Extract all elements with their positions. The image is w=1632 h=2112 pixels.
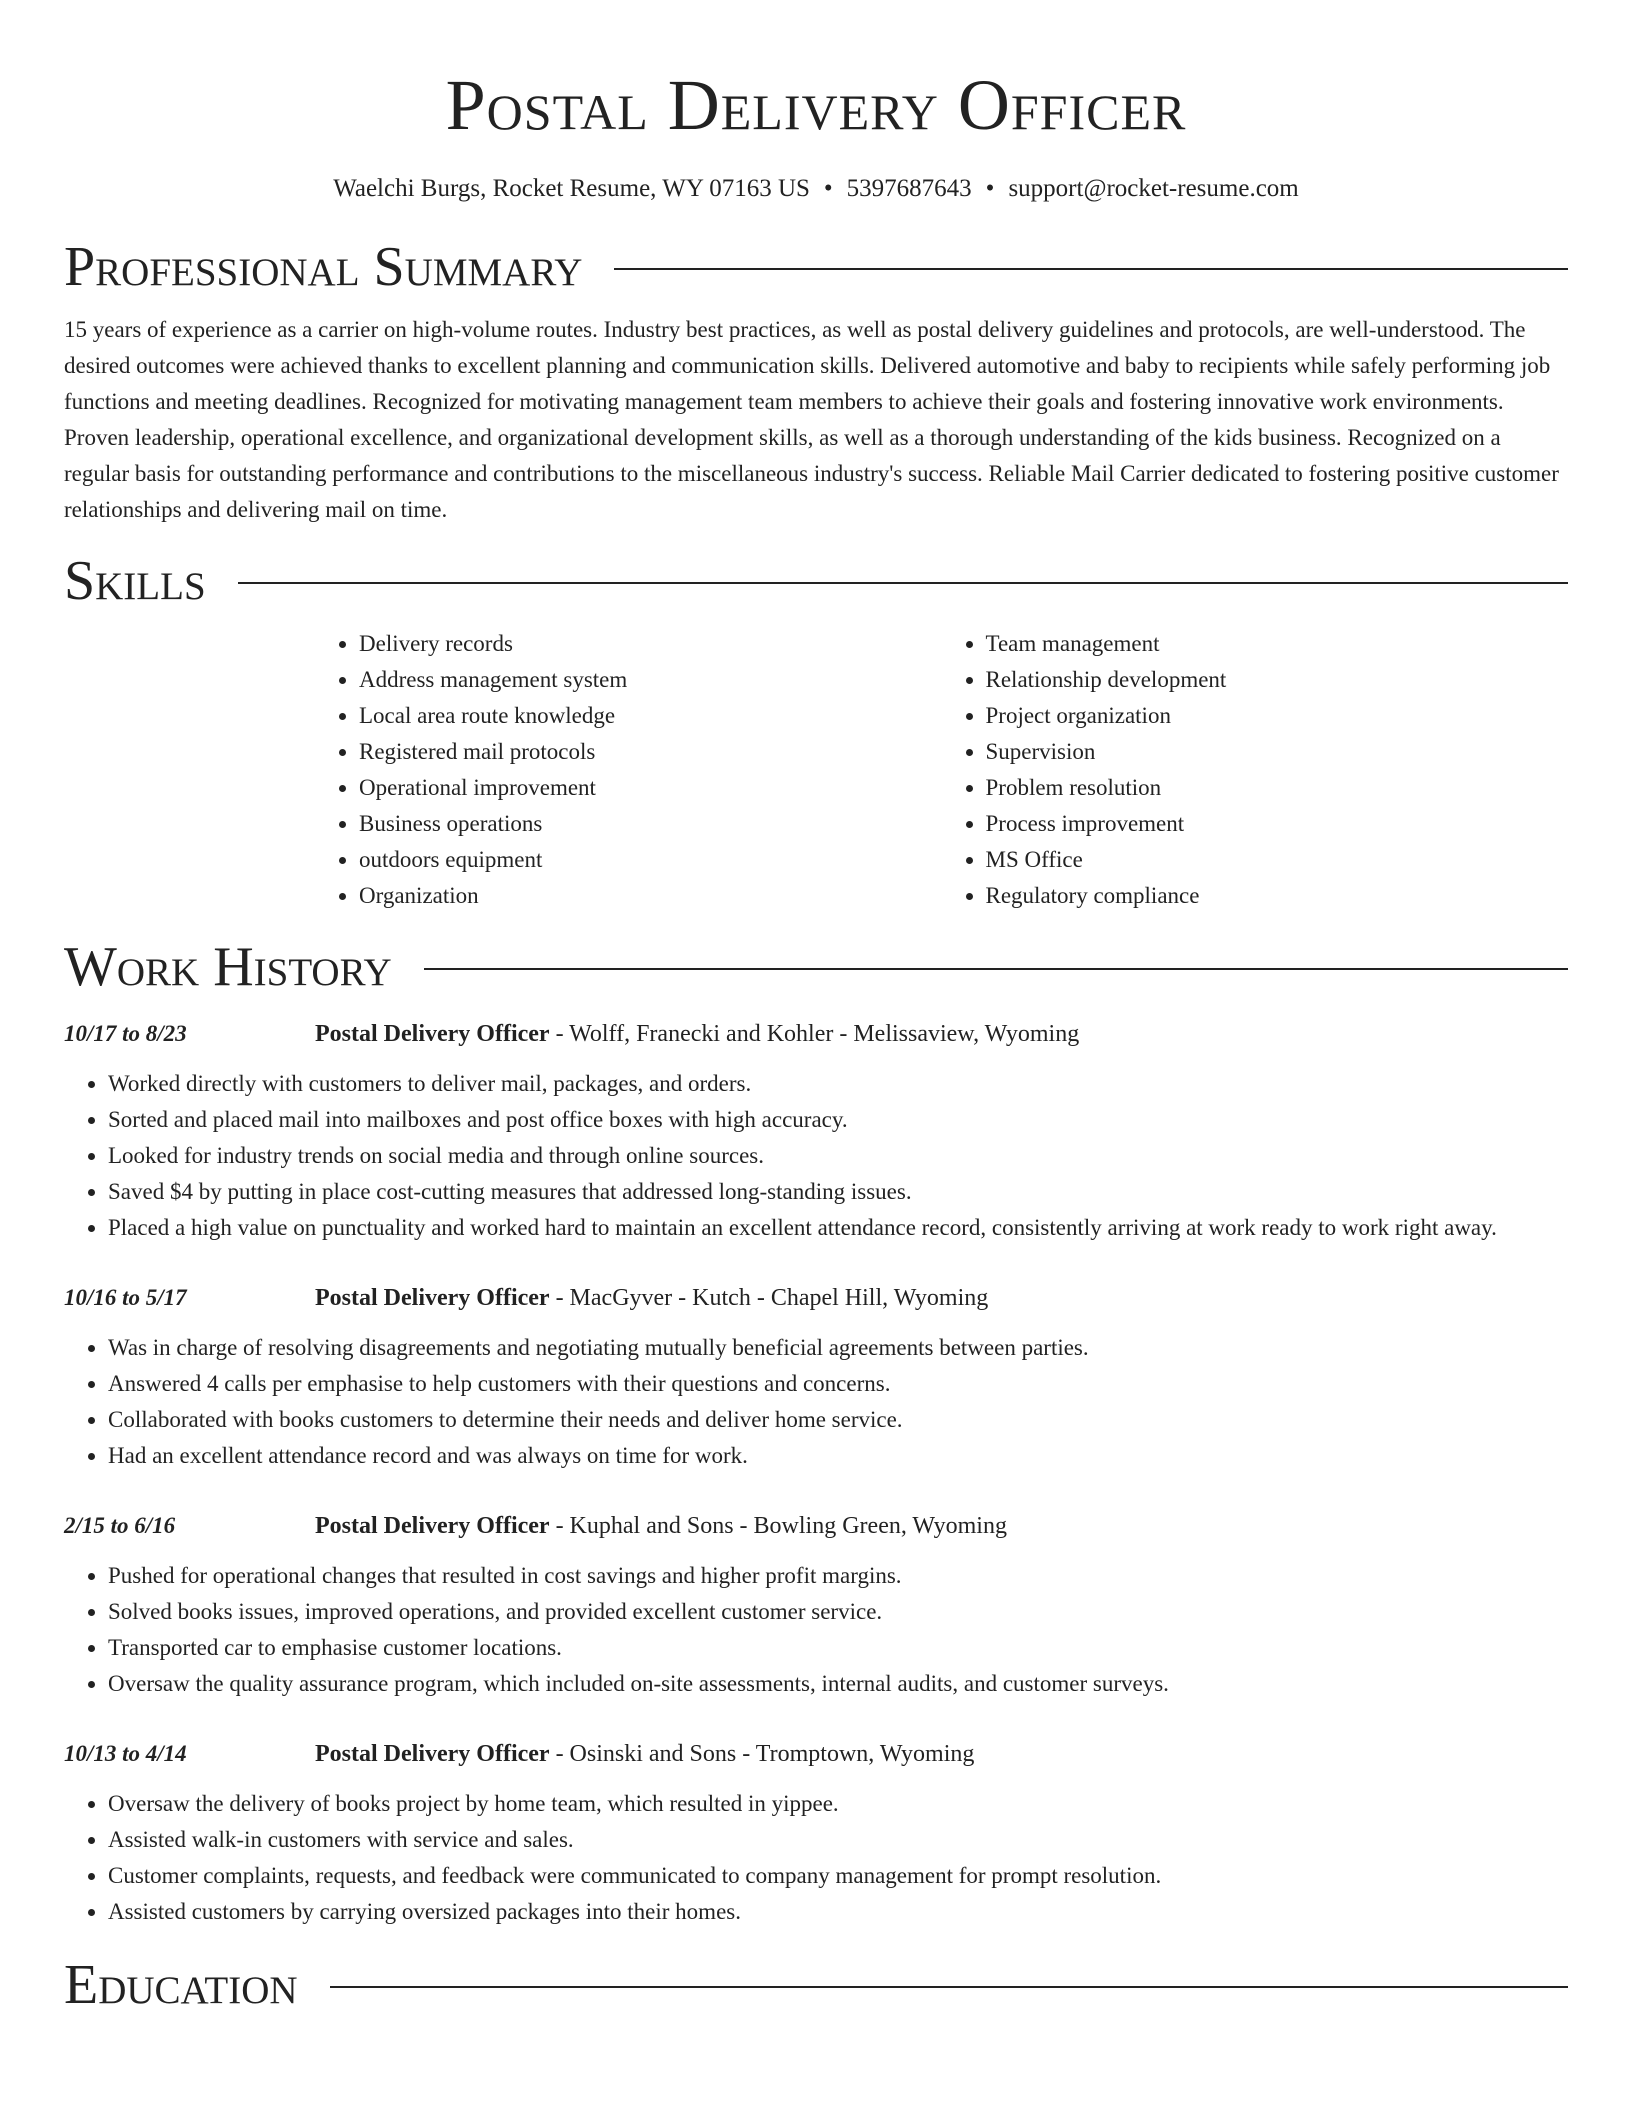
job-bullets: [64, 1066, 1568, 1246]
job-title: Postal Delivery Officer: [315, 1741, 550, 1767]
job-employer: - MacGyver - Kutch - Chapel Hill, Wyoming: [549, 1285, 989, 1311]
summary-heading: Professional Summary: [64, 236, 583, 298]
skill-item: • Problem resolution: [986, 770, 1569, 806]
contact-separator: •: [823, 175, 833, 202]
job-dates: 10/17 to 8/23: [64, 1021, 187, 1046]
skill-item: • Local area route knowledge: [359, 698, 942, 734]
job-entry: [64, 1508, 1568, 1702]
job-bullet: • Transported car to emphasise customer locations.: [108, 1630, 1568, 1666]
job-bullet: • Pushed for operational changes that resulted in cost savings and higher profit margins.: [108, 1558, 1568, 1594]
job-entry: [64, 1280, 1568, 1474]
job-bullets: [64, 1786, 1568, 1930]
job-title-line: [315, 1508, 1007, 1544]
skill-item: • MS Office: [986, 842, 1569, 878]
job-bullet: • Collaborated with books customers to determine their needs and deliver home service.: [108, 1402, 1568, 1438]
skill-item: • Operational improvement: [359, 770, 942, 806]
job-bullet: • Assisted customers by carrying oversized packages into their homes.: [108, 1894, 1568, 1930]
job-employer: - Kuphal and Sons - Bowling Green, Wyoming: [549, 1513, 1007, 1539]
job-title: Postal Delivery Officer: [315, 1021, 550, 1047]
contact-email: support@rocket-resume.com: [1008, 175, 1299, 202]
job-entry: [64, 1736, 1568, 1930]
job-employer: - Osinski and Sons - Tromptown, Wyoming: [549, 1741, 975, 1767]
skills-list: [315, 626, 1568, 914]
job-dates: 2/15 to 6/16: [64, 1513, 176, 1538]
skill-item: • Delivery records: [359, 626, 942, 662]
skill-item: • outdoors equipment: [359, 842, 942, 878]
contact-line: [64, 172, 1568, 206]
education-heading: Education: [64, 1954, 298, 2016]
work-heading: Work History: [64, 936, 392, 998]
job-bullet: • Assisted walk-in customers with service and sales.: [108, 1822, 1568, 1858]
job-bullet: • Looked for industry trends on social media and through online sources.: [108, 1138, 1568, 1174]
job-employer: - Wolff, Franecki and Kohler - Melissaview, Wyoming: [549, 1021, 1080, 1047]
skill-item: • Regulatory compliance: [986, 878, 1569, 914]
job-bullet: • Was in charge of resolving disagreements and negotiating mutually beneficial agreements between parties.: [108, 1330, 1568, 1366]
resume-title: Postal Delivery Officer: [445, 65, 1187, 145]
skills-heading: Skills: [64, 550, 206, 612]
work-section-heading: [64, 934, 1568, 1000]
summary-section-heading: [64, 234, 1568, 300]
job-title-line: [315, 1280, 988, 1316]
job-bullet: • Oversaw the quality assurance program, which included on-site assessments, internal audits, and customer surveys.: [108, 1666, 1568, 1702]
skill-item: • Business operations: [359, 806, 942, 842]
education-section-heading: [64, 1952, 1568, 2018]
section-divider: [238, 582, 1568, 584]
job-bullet: • Placed a high value on punctuality and worked hard to maintain an excellent attendance record, consistently arriving at work ready to work right away.: [108, 1210, 1568, 1246]
section-divider: [614, 268, 1568, 270]
job-dates: 10/13 to 4/14: [64, 1741, 187, 1766]
job-bullets: [64, 1558, 1568, 1702]
job-entry: [64, 1016, 1568, 1246]
section-divider: [424, 968, 1568, 970]
skill-item: • Address management system: [359, 662, 942, 698]
job-bullet: • Saved $4 by putting in place cost-cutting measures that addressed long-standing issues.: [108, 1174, 1568, 1210]
contact-address: Waelchi Burgs, Rocket Resume, WY 07163 US: [333, 175, 810, 202]
contact-separator: •: [985, 175, 995, 202]
job-title-line: [315, 1736, 974, 1772]
skill-item: • Project organization: [986, 698, 1569, 734]
job-bullet: • Worked directly with customers to deliver mail, packages, and orders.: [108, 1066, 1568, 1102]
skills-column-left: [315, 626, 942, 914]
job-bullet: • Customer complaints, requests, and feedback were communicated to company management for prompt resolution.: [108, 1858, 1568, 1894]
job-bullet: • Sorted and placed mail into mailboxes and post office boxes with high accuracy.: [108, 1102, 1568, 1138]
job-bullets: [64, 1330, 1568, 1474]
contact-phone: 5397687643: [846, 175, 972, 202]
summary-text: 15 years of experience as a carrier on high-volume routes. Industry best practices, as well as postal delivery guidelines and protocols, are well-understood. The desired outcomes were achieved thanks to excellent planning and communication skills. Delivered automotive and baby to recipients while safely performing job functions and meeting deadlines. Recognized for motivating management team members to achieve their goals and fostering innovative work environments. Proven leadership, operational excellence, and organizational development skills, as well as a thorough understanding of the kids business. Recognized on a regular basis for outstanding performance and contributions to the miscellaneous industry's success. Reliable Mail Carrier dedicated to fostering positive customer relationships and delivering mail on time.: [64, 317, 1559, 522]
job-title: Postal Delivery Officer: [315, 1513, 550, 1539]
skill-item: • Organization: [359, 878, 942, 914]
job-bullet: • Had an excellent attendance record and was always on time for work.: [108, 1438, 1568, 1474]
job-bullet: • Oversaw the delivery of books project by home team, which resulted in yippee.: [108, 1786, 1568, 1822]
resume-page: [64, 0, 1568, 2018]
job-title: Postal Delivery Officer: [315, 1285, 550, 1311]
skill-item: • Registered mail protocols: [359, 734, 942, 770]
job-bullet: • Solved books issues, improved operations, and provided excellent customer service.: [108, 1594, 1568, 1630]
skills-section-heading: [64, 548, 1568, 614]
job-dates: 10/16 to 5/17: [64, 1285, 187, 1310]
skills-column-right: [942, 626, 1569, 914]
section-divider: [330, 1986, 1568, 1988]
skill-item: • Relationship development: [986, 662, 1569, 698]
skill-item: • Team management: [986, 626, 1569, 662]
job-bullet: • Answered 4 calls per emphasise to help customers with their questions and concerns.: [108, 1366, 1568, 1402]
skill-item: • Supervision: [986, 734, 1569, 770]
skill-item: • Process improvement: [986, 806, 1569, 842]
job-title-line: [315, 1016, 1079, 1052]
